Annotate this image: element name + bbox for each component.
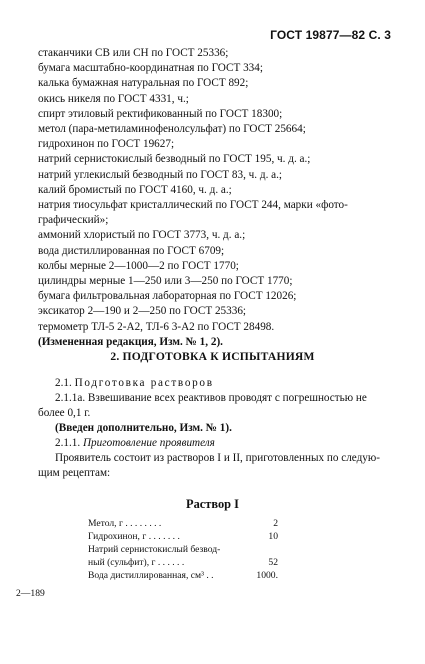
leader-dots: . . . . . . <box>157 557 185 568</box>
list-item: аммоний хлористый по ГОСТ 3773, ч. д. а.; <box>38 229 246 242</box>
list-item: термометр ТЛ-5 2-А2, ТЛ-6 3-А2 по ГОСТ 28498. <box>38 320 275 333</box>
list-item: графический»; <box>38 214 109 227</box>
page-footer-code: 2—189 <box>16 588 45 599</box>
clause-number: 2.1. <box>55 377 72 389</box>
list-item: натрий сернистокислый безводный по ГОСТ 195, ч. д. а.; <box>38 153 311 166</box>
ingredient-amount: 1000. <box>256 570 278 581</box>
recipe-row <box>88 517 278 530</box>
ingredient-name: Вода дистиллированная, см³ <box>88 570 204 581</box>
list-item: бумага фильтровальная лабораторная по ГОСТ 12026; <box>38 290 297 303</box>
developer-text-line1: Проявитель состоит из растворов I и II, приготовленных по следую- <box>55 452 380 464</box>
recipe-row <box>88 543 278 556</box>
ingredient-amount: 52 <box>268 557 278 568</box>
leader-dots: . . . . . . . . <box>125 518 162 529</box>
ingredient-amount: 2 <box>273 518 278 529</box>
ingredient-name: Метол, г <box>88 518 123 529</box>
clause-number: 2.1.1. <box>55 437 81 449</box>
solution-title: Раствор I <box>186 497 239 511</box>
materials-list <box>38 46 398 350</box>
leader-dots: . . . . . . . <box>148 531 180 542</box>
list-item: эксикатор 2—190 и 2—250 по ГОСТ 25336; <box>38 305 247 318</box>
list-item: метол (пара-метиламинофенолсульфат) по ГОСТ 25664; <box>38 123 306 136</box>
list-item: натрий углекислый безводный по ГОСТ 83, ч. д. а.; <box>38 168 283 181</box>
list-item: окись никеля по ГОСТ 4331, ч.; <box>38 92 189 105</box>
list-item: спирт этиловый ректификованный по ГОСТ 18300; <box>38 107 283 120</box>
section-title: 2. ПОДГОТОВКА К ИСПЫТАНИЯМ <box>110 350 315 363</box>
clause-2-1-1 <box>38 436 398 451</box>
clause-2-1-1a-line2: более 0,1 г. <box>38 407 91 419</box>
recipe-table <box>88 517 278 582</box>
list-item: натрия тиосульфат кристаллический по ГОСТ 244, марки «фото- <box>38 199 348 212</box>
ingredient-name: Гидрохинон, г <box>88 531 147 542</box>
list-item: вода дистиллированная по ГОСТ 6709; <box>38 244 225 257</box>
page-header: ГОСТ 19877—82 С. 3 <box>270 28 391 42</box>
list-item: цилиндры мерные 1—250 или 3—250 по ГОСТ 1770; <box>38 275 293 288</box>
clause-title: Приготовление проявителя <box>82 437 215 449</box>
list-item: бумага масштабно-координатная по ГОСТ 334; <box>38 62 263 75</box>
clause-2-1 <box>38 376 398 391</box>
ingredient-name: Натрий сернистокислый безвод- <box>88 544 221 555</box>
clause-2-1-1a-line1: 2.1.1а. Взвешивание всех реактивов проводят с погрешностью не <box>55 392 367 404</box>
list-item: стаканчики СВ или СН по ГОСТ 25336; <box>38 47 229 59</box>
list-item: калий бромистый по ГОСТ 4160, ч. д. а.; <box>38 183 232 196</box>
ingredient-amount: 10 <box>268 531 278 542</box>
developer-text-line2: щим рецептам: <box>38 467 111 479</box>
recipe-row <box>88 556 278 569</box>
ingredient-amount <box>248 543 278 556</box>
recipe-row <box>88 530 278 543</box>
section-body <box>38 376 398 481</box>
list-item: колбы мерные 2—1000—2 по ГОСТ 1770; <box>38 259 239 272</box>
list-item: калька бумажная натуральная по ГОСТ 892; <box>38 77 249 90</box>
amendment-note: (Измененная редакция, Изм. № 1, 2). <box>38 335 223 348</box>
ingredient-name: ный (сульфит), г <box>88 557 156 568</box>
list-item: гидрохинон по ГОСТ 19627; <box>38 138 175 151</box>
clause-title: Подготовка растворов <box>74 377 214 389</box>
leader-dots: . . <box>206 570 214 581</box>
recipe-row <box>88 569 278 582</box>
amendment-note: (Введен дополнительно, Изм. № 1). <box>55 422 232 434</box>
